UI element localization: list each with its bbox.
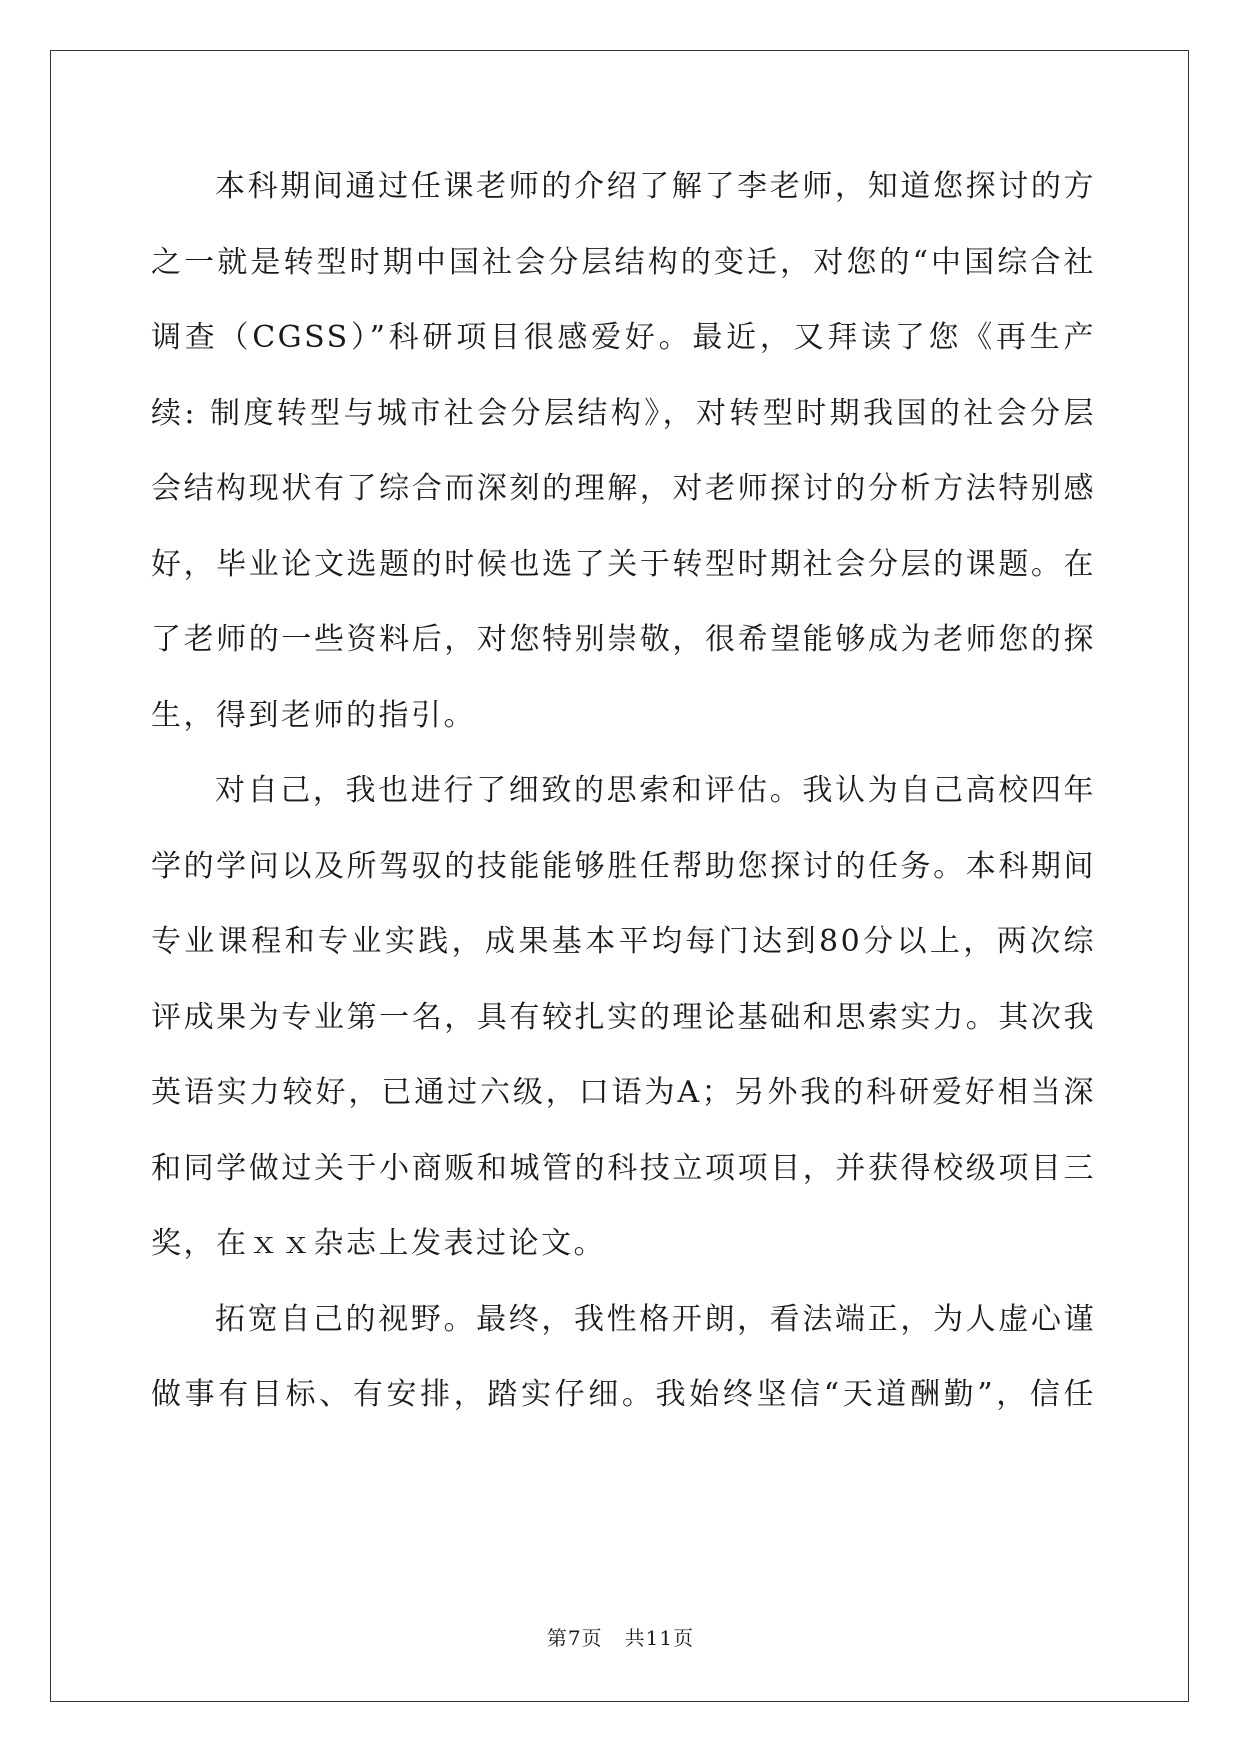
text-line: 拓宽自己的视野。最终，我性格开朗，看法端正，为人虚心谨 <box>215 1301 1096 1337</box>
page-number: 第7页 <box>546 1626 603 1650</box>
text-line: 调查（CGSS）”科研项目很感爱好。最近，又拜读了您《再生产 <box>151 320 1096 355</box>
paragraph-1 <box>151 149 1096 753</box>
text-line: 了老师的一些资料后，对您特别崇敬，很希望能够成为老师您的探 <box>151 622 1096 657</box>
text-line: 对自己，我也进行了细致的思索和评估。我认为自己高校四年 <box>215 773 1096 808</box>
text-line: 本科期间通过任课老师的介绍了解了李老师，知道您探讨的方 <box>215 169 1096 204</box>
text-line: 学的学问以及所驾驭的技能能够胜任帮助您探讨的任务。本科期间 <box>151 848 1096 884</box>
text-line: 做事有目标、有安排，踏实仔细。我始终坚信“天道酬勤”，信任 <box>151 1377 1096 1412</box>
text-line: 和同学做过关于小商贩和城管的科技立项项目，并获得校级项目三 <box>151 1150 1096 1186</box>
page-total: 共11页 <box>624 1626 695 1650</box>
text-line: 奖，在ｘｘ杂志上发表过论文。 <box>151 1226 606 1261</box>
text-line: 好，毕业论文选题的时候也选了关于转型时期社会分层的课题。在 <box>151 546 1096 582</box>
text-line: 评成果为专业第一名，具有较扎实的理论基础和思索实力。其次我 <box>151 999 1096 1035</box>
document-body <box>151 149 1096 1433</box>
page-footer <box>0 1622 1241 1651</box>
text-line: 会结构现状有了综合而深刻的理解，对老师探讨的分析方法特别感 <box>151 471 1096 506</box>
paragraph-3 <box>151 1282 1096 1433</box>
text-line: 之一就是转型时期中国社会分层结构的变迁，对您的“中国综合社 <box>151 244 1096 280</box>
text-line: 续: 制度转型与城市社会分层结构》，对转型时期我国的社会分层 <box>151 395 1096 431</box>
text-line: 英语实力较好，已通过六级，口语为A；另外我的科研爱好相当深 <box>151 1075 1096 1110</box>
text-line: 专业课程和专业实践，成果基本平均每门达到80分以上，两次综 <box>151 924 1096 959</box>
paragraph-2 <box>151 753 1096 1282</box>
text-line: 生，得到老师的指引。 <box>151 697 476 733</box>
